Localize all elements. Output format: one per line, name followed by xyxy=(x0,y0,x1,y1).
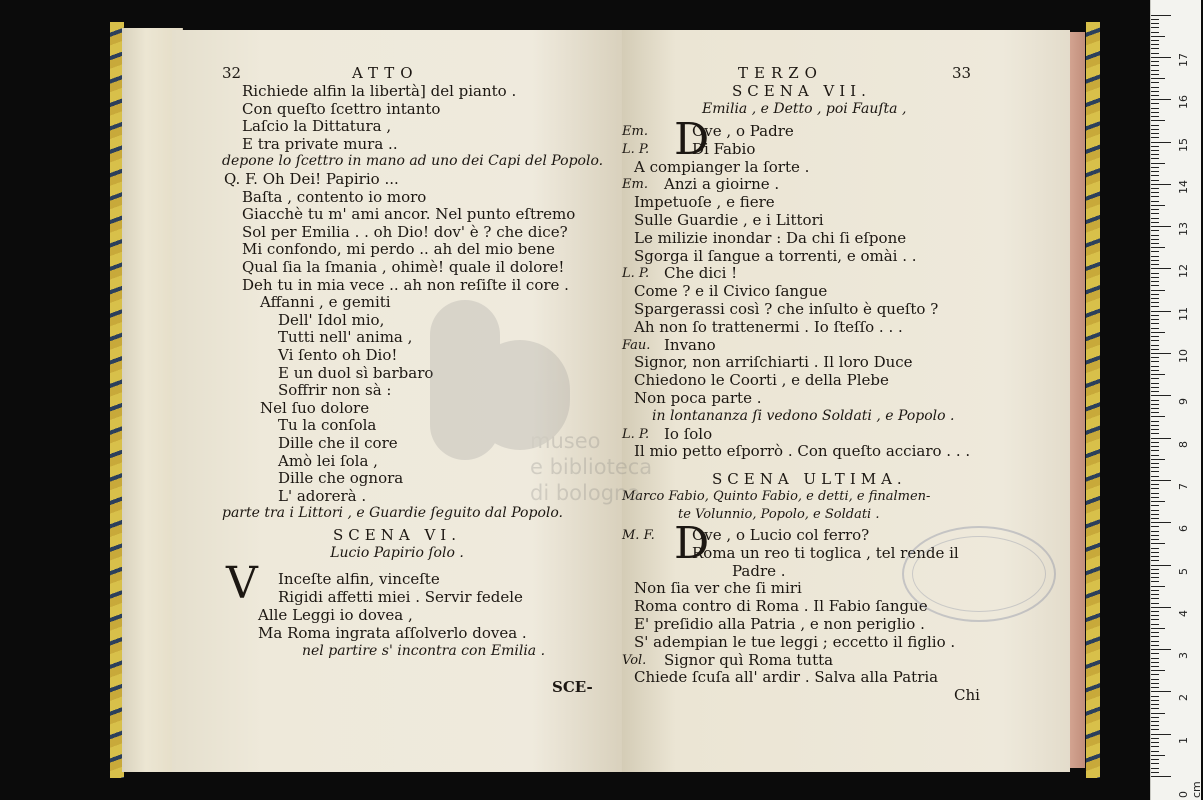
ruler-number: 1 xyxy=(1177,736,1190,744)
library-stamp xyxy=(902,526,1056,622)
ruler-tick xyxy=(1151,370,1159,371)
ruler-tick xyxy=(1151,611,1159,612)
ruler-tick xyxy=(1151,294,1159,295)
ruler-tick xyxy=(1151,175,1159,176)
ruler-tick xyxy=(1151,218,1159,219)
ruler-tick xyxy=(1151,738,1159,739)
right-text-line: Io ſolo xyxy=(664,424,713,443)
ruler-tick xyxy=(1151,505,1159,506)
ruler-tick xyxy=(1151,146,1159,147)
ruler-tick xyxy=(1151,615,1159,616)
ruler-tick xyxy=(1151,230,1159,231)
ruler-tick xyxy=(1151,603,1159,604)
ruler-tick xyxy=(1151,281,1159,282)
right-text-speaker: L. P. xyxy=(622,266,650,282)
ruler-tick xyxy=(1151,19,1159,20)
ruler-tick xyxy=(1151,133,1159,134)
ruler-tick xyxy=(1151,755,1165,756)
ruler-tick xyxy=(1151,340,1159,341)
ruler-tick xyxy=(1151,433,1159,434)
ruler-tick xyxy=(1151,776,1171,777)
ruler-tick xyxy=(1151,421,1159,422)
left-text-line: E un duol sì barbaro xyxy=(278,363,434,382)
ruler-tick xyxy=(1151,167,1159,168)
ruler-tick xyxy=(1151,103,1159,104)
ruler-tick xyxy=(1151,670,1165,671)
ruler-unit: 0 cm xyxy=(1177,781,1203,798)
ruler-tick xyxy=(1151,590,1159,591)
ruler-tick xyxy=(1151,493,1159,494)
ruler-tick xyxy=(1151,531,1159,532)
scena-ultima-line: E' preſidio alla Patria , e non periglio . xyxy=(634,615,925,633)
ruler-tick xyxy=(1151,48,1159,49)
ruler-tick xyxy=(1151,717,1159,718)
ruler-tick xyxy=(1151,57,1171,58)
right-text-line: Sgorga il ſangue a torrenti, e omài . . xyxy=(634,246,917,265)
right-text-line: Sulle Guardie , e i Littori xyxy=(634,211,824,229)
ruler-tick xyxy=(1151,518,1159,519)
ruler-tick xyxy=(1151,696,1159,697)
ruler-tick xyxy=(1151,53,1159,54)
scena-ultima-line: Roma contro di Roma . Il Fabio ſangue xyxy=(634,597,928,616)
left-text-line: Deh tu in mia vece .. ah non reſiſte il core . xyxy=(242,275,569,294)
right-catchword: Chi xyxy=(954,686,980,704)
scene-vi-line: Ma Roma ingrata aſſolverlo dovea . xyxy=(258,624,527,642)
ruler-tick xyxy=(1151,628,1165,629)
ruler-tick xyxy=(1151,120,1165,121)
ruler-tick xyxy=(1151,273,1159,274)
ruler-tick xyxy=(1151,61,1159,62)
scene-vii-heading: SCENA VII. xyxy=(732,82,871,100)
left-text-line: Dille che ognora xyxy=(278,469,404,488)
ruler-tick xyxy=(1151,243,1159,244)
right-text-line: in lontananza ſi vedono Soldati , e Popolo . xyxy=(652,407,955,424)
ruler-tick xyxy=(1151,653,1159,654)
ruler-tick xyxy=(1151,607,1171,608)
left-text-line: Sol per Emilia . . oh Dio! dov' è ? che dice? xyxy=(242,222,568,241)
left-page xyxy=(172,30,622,772)
ruler-tick xyxy=(1151,387,1159,388)
ruler-tick xyxy=(1151,298,1159,299)
ruler-tick xyxy=(1151,687,1159,688)
ruler-number: 8 xyxy=(1177,440,1190,448)
ruler-tick xyxy=(1151,683,1159,684)
ruler-tick xyxy=(1151,556,1159,557)
left-page-number: 32 xyxy=(222,64,242,82)
watermark-line-2: e biblioteca xyxy=(530,455,653,479)
ruler-tick xyxy=(1151,484,1159,485)
ruler-tick xyxy=(1151,501,1165,502)
ruler-tick xyxy=(1151,222,1159,223)
ruler-tick xyxy=(1151,548,1159,549)
left-text-line: depone lo ſcettro in mano ad uno dei Capi del Popolo. xyxy=(222,153,604,170)
ruler-tick xyxy=(1151,514,1159,515)
ruler-tick xyxy=(1151,302,1159,303)
ruler-tick xyxy=(1151,336,1159,337)
right-text-line: Invano xyxy=(664,335,716,354)
ruler-tick xyxy=(1151,408,1159,409)
ruler-tick xyxy=(1151,349,1159,350)
left-text-line: Nel ſuo dolore xyxy=(260,398,370,417)
ruler-tick xyxy=(1151,137,1159,138)
ruler-tick xyxy=(1151,15,1171,16)
ruler-tick xyxy=(1151,23,1159,24)
ruler-tick xyxy=(1151,357,1159,358)
ruler-tick xyxy=(1151,260,1159,261)
ruler-tick xyxy=(1151,70,1159,71)
ruler-tick xyxy=(1151,116,1159,117)
ruler-tick xyxy=(1151,150,1159,151)
ruler-tick xyxy=(1151,586,1165,587)
ruler-tick xyxy=(1151,108,1159,109)
ruler-tick xyxy=(1151,209,1159,210)
ruler-tick xyxy=(1151,129,1159,130)
ruler-number: 5 xyxy=(1177,567,1190,575)
ruler-tick xyxy=(1151,395,1171,396)
ruler-tick xyxy=(1151,480,1171,481)
right-text-line: Che dici ! xyxy=(664,264,738,283)
ruler-tick xyxy=(1151,239,1159,240)
left-running-head: ATTO xyxy=(352,64,419,82)
ruler-tick xyxy=(1151,285,1159,286)
ruler-tick xyxy=(1151,467,1159,468)
scena-ultima-speaker: M. F. xyxy=(622,528,655,543)
scena-ultima-characters-2: te Volunnio, Popolo, e Soldati . xyxy=(678,507,880,522)
ruler-tick xyxy=(1151,82,1159,83)
ruler-tick xyxy=(1151,624,1159,625)
ruler-tick xyxy=(1151,522,1171,523)
left-text-line: Laſcio la Dittatura , xyxy=(242,117,392,136)
scena-ultima-line: Roma un reo ti toglica , tel rende il xyxy=(692,543,959,562)
ruler-tick xyxy=(1151,290,1165,291)
scene-vi-line: Rigidi affetti miei . Servir fedele xyxy=(278,588,523,606)
left-text-line: Richiede alfin la libertà] del pianto . xyxy=(242,82,517,100)
left-text-line: Q. F. Oh Dei! Papirio ... xyxy=(224,170,399,188)
right-text-speaker: Em. xyxy=(622,177,648,193)
ruler-tick xyxy=(1151,235,1159,236)
ruler-tick xyxy=(1151,577,1159,578)
ruler-tick xyxy=(1151,27,1159,28)
ruler-tick xyxy=(1151,87,1159,88)
ruler-tick xyxy=(1151,674,1159,675)
right-text-line: Ah non ſo trattenermi . Io ſteſſo . . . xyxy=(634,317,903,336)
ruler-tick xyxy=(1151,649,1171,650)
ruler-tick xyxy=(1151,125,1159,126)
scene-vi-drop-cap: V xyxy=(226,558,258,609)
ruler-tick xyxy=(1151,345,1159,346)
ruler-tick xyxy=(1151,581,1159,582)
right-text-line: A compianger la ſorte . xyxy=(634,157,810,176)
ruler-number: 14 xyxy=(1177,179,1190,194)
ruler-tick xyxy=(1151,416,1165,417)
ruler-tick xyxy=(1151,645,1159,646)
left-text-line: Amò lei ſola , xyxy=(278,451,378,470)
left-text-line: Giacchè tu m' ami ancor. Nel punto eſtremo xyxy=(242,205,576,224)
ruler-tick xyxy=(1151,768,1159,769)
scene-vi-line: Inceſte alfin, vinceſte xyxy=(278,570,440,588)
scene-vi-heading: SCENA VI. xyxy=(333,526,461,544)
watermark-line-1: museo xyxy=(530,429,601,453)
ruler-tick xyxy=(1151,95,1159,96)
ruler-tick xyxy=(1151,323,1159,324)
scena-ultima-line: Chiede ſcuſa all' ardir . Salva alla Patria xyxy=(634,668,939,687)
ruler-tick xyxy=(1151,488,1159,489)
ruler-number: 3 xyxy=(1177,652,1190,660)
ruler-tick xyxy=(1151,65,1159,66)
left-text-line: Qual ſia la ſmania , ohimè! quale il dolore! xyxy=(242,258,565,276)
scena-ultima-characters-1: Marco Fabio, Quinto Fabio, e detti, e finalmen- xyxy=(622,489,931,504)
ruler-tick xyxy=(1151,471,1159,472)
ruler-tick xyxy=(1151,319,1159,320)
left-text-line: parte tra i Littori , e Guardie ſeguito dal Popolo. xyxy=(222,505,563,522)
ruler-tick xyxy=(1151,429,1159,430)
ruler-tick xyxy=(1151,277,1159,278)
measuring-ruler xyxy=(1150,0,1201,800)
ruler-tick xyxy=(1151,383,1159,384)
scene-vii-characters: Emilia , e Detto , poi Fauſta , xyxy=(702,101,907,117)
right-cover-edge xyxy=(1086,22,1100,778)
ruler-tick xyxy=(1151,163,1165,164)
ruler-tick xyxy=(1151,374,1165,375)
ruler-tick xyxy=(1151,598,1159,599)
right-text-speaker: Fau. xyxy=(622,337,651,353)
right-text-line: Il mio petto eſporrò . Con queſto acciaro . . . xyxy=(634,442,971,461)
left-text-line: Tutti nell' anima , xyxy=(278,328,413,347)
right-text-line: Le milizie inondar : Da chi ſi eſpone xyxy=(634,228,907,247)
ruler-tick xyxy=(1151,759,1159,760)
ruler-tick xyxy=(1151,226,1171,227)
ruler-number: 16 xyxy=(1177,95,1190,110)
ruler-tick xyxy=(1151,619,1159,620)
ruler-tick xyxy=(1151,510,1159,511)
ruler-tick xyxy=(1151,201,1159,202)
ruler-tick xyxy=(1151,400,1159,401)
ruler-tick xyxy=(1151,315,1159,316)
ruler-tick xyxy=(1151,142,1171,143)
left-text-line: Mi confondo, mi perdo .. ah del mio bene xyxy=(242,240,555,259)
ruler-number: 7 xyxy=(1177,482,1190,490)
left-text-line: Soffrir non sà : xyxy=(278,381,392,400)
ruler-tick xyxy=(1151,636,1159,637)
right-text-speaker: Em. xyxy=(622,124,648,139)
ruler-tick xyxy=(1151,573,1159,574)
ruler-tick xyxy=(1151,526,1159,527)
ruler-tick xyxy=(1151,247,1165,248)
ruler-tick xyxy=(1151,641,1159,642)
ruler-number: 10 xyxy=(1177,349,1190,363)
ruler-tick xyxy=(1151,742,1159,743)
ruler-tick xyxy=(1151,180,1159,181)
left-text-line: L' adorerà . xyxy=(278,486,367,505)
scena-ultima-line: Ove , o Lucio col ferro? xyxy=(692,526,870,544)
ruler-tick xyxy=(1151,725,1159,726)
left-text-line: Tu la conſola xyxy=(278,416,377,435)
ruler-tick xyxy=(1151,734,1171,735)
scene-vi-characters: Lucio Papirio ſolo . xyxy=(330,545,464,561)
ruler-number: 4 xyxy=(1177,609,1190,617)
scena-ultima-heading: SCENA ULTIMA. xyxy=(712,470,907,488)
left-text-line: Dell' Idol mio, xyxy=(278,310,385,329)
ruler-tick xyxy=(1151,213,1159,214)
ruler-tick xyxy=(1151,412,1159,413)
ruler-tick xyxy=(1151,666,1159,667)
right-text-line: Signor, non arriſchiarti . Il loro Duce xyxy=(634,353,913,372)
ruler-tick xyxy=(1151,679,1159,680)
right-text-line: Ove , o Padre xyxy=(692,122,794,140)
ruler-number: 17 xyxy=(1177,52,1190,67)
left-catchword: SCE- xyxy=(552,678,593,696)
right-text-line: Di Fabio xyxy=(692,139,756,158)
ruler-tick xyxy=(1151,188,1159,189)
ruler-tick xyxy=(1151,391,1159,392)
ruler-tick xyxy=(1151,74,1159,75)
ruler-number: 15 xyxy=(1177,137,1190,152)
ruler-tick xyxy=(1151,594,1159,595)
left-closing-direction: nel partire s' incontra con Emilia . xyxy=(302,643,546,659)
scena-ultima-line: Non ſia ver che ſi miri xyxy=(634,579,802,598)
right-text-line: Non poca parte . xyxy=(634,389,762,407)
ruler-tick xyxy=(1151,476,1159,477)
ruler-tick xyxy=(1151,662,1159,663)
ruler-tick xyxy=(1151,32,1159,33)
ruler-tick xyxy=(1151,543,1165,544)
ruler-tick xyxy=(1151,713,1165,714)
ruler-tick xyxy=(1151,442,1159,443)
ruler-tick xyxy=(1151,459,1165,460)
ruler-tick xyxy=(1151,751,1159,752)
ruler-tick xyxy=(1151,455,1159,456)
ruler-tick xyxy=(1151,729,1159,730)
ruler-tick xyxy=(1151,772,1159,773)
scena-ultima-speaker: Vol. xyxy=(622,652,647,668)
right-page-number: 33 xyxy=(952,64,972,82)
ruler-tick xyxy=(1151,264,1159,265)
ruler-tick xyxy=(1151,361,1159,362)
ruler-tick xyxy=(1151,306,1159,307)
right-text-line: Impetuoſe , e fiere xyxy=(634,193,775,212)
ruler-tick xyxy=(1151,112,1159,113)
right-running-head: TERZO xyxy=(738,64,823,82)
ruler-tick xyxy=(1151,311,1171,312)
ruler-tick xyxy=(1151,378,1159,379)
ruler-tick xyxy=(1151,192,1159,193)
scena-ultima-drop-cap: D xyxy=(674,518,710,569)
right-text-line: Anzi a gioirne . xyxy=(664,175,780,194)
ruler-tick xyxy=(1151,78,1165,79)
ruler-tick xyxy=(1151,99,1171,100)
ruler-tick xyxy=(1151,366,1159,367)
left-text-line: E tra private mura .. xyxy=(242,134,398,153)
right-text-speaker: L. P. xyxy=(622,141,650,157)
ruler-number: 9 xyxy=(1177,398,1190,406)
ruler-tick xyxy=(1151,704,1159,705)
ruler-tick xyxy=(1151,746,1159,747)
ruler-tick xyxy=(1151,535,1159,536)
ruler-tick xyxy=(1151,158,1159,159)
ruler-tick xyxy=(1151,691,1171,692)
ruler-tick xyxy=(1151,497,1159,498)
right-text-line: Come ? e il Civico ſangue xyxy=(634,282,828,301)
ruler-tick xyxy=(1151,196,1159,197)
ruler-tick xyxy=(1151,404,1159,405)
scena-ultima-line: Padre . xyxy=(732,561,786,580)
scena-ultima-line: Signor quì Roma tutta xyxy=(664,650,834,669)
ruler-tick xyxy=(1151,44,1159,45)
scene-vi-line: Alle Leggi io dovea , xyxy=(258,606,413,624)
ruler-tick xyxy=(1151,463,1159,464)
ruler-tick xyxy=(1151,425,1159,426)
ruler-tick xyxy=(1151,438,1171,439)
right-text-speaker: L. P. xyxy=(622,426,650,442)
ruler-tick xyxy=(1151,36,1165,37)
ruler-tick xyxy=(1151,40,1159,41)
watermark-line-3: di bologna xyxy=(530,481,641,505)
left-text-line: Vi ſento oh Dio! xyxy=(278,346,398,364)
ruler-tick xyxy=(1151,171,1159,172)
ruler-tick xyxy=(1151,332,1165,333)
ruler-tick xyxy=(1151,569,1159,570)
right-text-drop-cap: D xyxy=(674,114,710,165)
right-text-line: Chiedono le Coorti , e della Plebe xyxy=(634,371,889,390)
right-text-line: Spargerassi così ? che inſulto è queſto ? xyxy=(634,300,939,318)
right-page xyxy=(622,30,1070,772)
ruler-tick xyxy=(1151,721,1159,722)
ruler-number: 13 xyxy=(1177,222,1190,237)
ruler-tick xyxy=(1151,154,1159,155)
ruler-tick xyxy=(1151,708,1159,709)
ruler-tick xyxy=(1151,353,1171,354)
left-text-line: Affanni , e gemiti xyxy=(260,293,391,312)
left-text-line: Con queſto ſcettro intanto xyxy=(242,99,441,118)
ruler-tick xyxy=(1151,251,1159,252)
ruler-number: 2 xyxy=(1177,694,1190,702)
ruler-number: 11 xyxy=(1177,306,1190,321)
ruler-tick xyxy=(1151,446,1159,447)
ruler-tick xyxy=(1151,565,1171,566)
ruler-tick xyxy=(1151,91,1159,92)
ruler-tick xyxy=(1151,539,1159,540)
ruler-tick xyxy=(1151,658,1159,659)
ruler-tick xyxy=(1151,763,1159,764)
ruler-number: 12 xyxy=(1177,264,1190,279)
ruler-tick xyxy=(1151,256,1159,257)
ruler-tick xyxy=(1151,552,1159,553)
left-text-line: Baſta , contento io moro xyxy=(242,187,427,206)
ruler-tick xyxy=(1151,328,1159,329)
ruler-tick xyxy=(1151,268,1171,269)
ruler-tick xyxy=(1151,700,1159,701)
ruler-number: 6 xyxy=(1177,525,1190,533)
left-text-line: Dille che il core xyxy=(278,434,398,452)
ruler-tick xyxy=(1151,450,1159,451)
book xyxy=(110,22,1100,778)
ruler-tick xyxy=(1151,560,1159,561)
ruler-tick xyxy=(1151,205,1165,206)
ruler-tick xyxy=(1151,184,1171,185)
ruler-tick xyxy=(1151,632,1159,633)
scena-ultima-line: S' adempian le tue leggi ; eccetto il figlio . xyxy=(634,632,956,651)
